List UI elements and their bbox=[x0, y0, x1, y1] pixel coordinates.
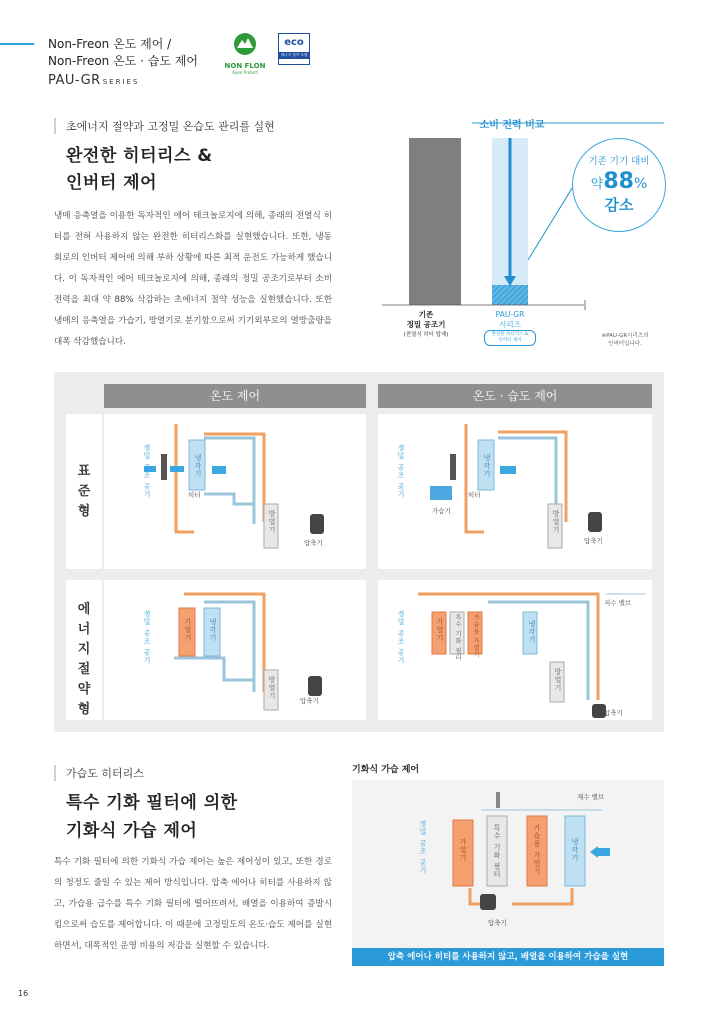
header-line-1: Non-Freon 온도 제어 / bbox=[48, 37, 172, 51]
label-heater: 히터 bbox=[188, 491, 201, 499]
label-precision-ac-5: 정밀 공조 공기 bbox=[419, 820, 427, 875]
label-cooler: 냉각기 bbox=[194, 454, 202, 478]
panel-standard-temp-hum bbox=[378, 414, 652, 569]
label-radiator-3: 방열기 bbox=[268, 676, 276, 700]
label-precision-ac: 정밀 공조 공기 bbox=[143, 444, 151, 499]
eco-logo: eco 에너지 절약 모델 bbox=[278, 33, 310, 65]
label-compressor-4: 압축기 bbox=[604, 709, 623, 717]
page-number: 16 bbox=[18, 989, 29, 998]
nonflon-logo: NON FLON Ajuro Protect bbox=[222, 32, 268, 72]
panel-standard-temp bbox=[104, 414, 366, 569]
bar-label-new: PAU-GR 시리즈 완전한 히터리스 & 인버터 제어 bbox=[482, 310, 538, 346]
section3-paragraph: 특수 기화 필터에 의한 기화식 가습 제어는 높은 제어성이 있고, 또한 경로의 청정도 줄일 수 있는 제어 방식입니다. 압축 에어나 히터를 사용하지 않고, 가습용 급수를 특수 기화 필터에 떨어뜨려서, 배열을 이용하여 증발시킴으로써 습도를 제어합니다. 이 때문에 고정밀도의 온도·습도 제어를 실현하면서, 대폭적인 운영 비용의 저감을 실현할 수 있습니다. bbox=[54, 857, 332, 951]
row-label-standard: 표준형 bbox=[66, 414, 102, 569]
label-water-valve-2: 재수 밸브 bbox=[577, 793, 605, 801]
chart-footnote: ※PAU-GR시리즈의 인버터입니다. bbox=[601, 333, 649, 347]
header-line-2: Non-Freon 온도 · 습도 제어 bbox=[48, 54, 198, 68]
bar-new-pau-gr bbox=[492, 285, 528, 305]
column-header-temp-hum: 온도 · 습도 제어 bbox=[378, 384, 652, 408]
section1-title-1: 완전한 히터리스 & bbox=[66, 146, 213, 166]
label-heater-2: 히터 bbox=[468, 491, 481, 499]
label-precision-ac-3: 정밀 공조 공기 bbox=[143, 610, 151, 665]
label-compressor-5: 압축기 bbox=[488, 919, 507, 927]
label-reheater-2: 가열기 bbox=[436, 618, 444, 642]
label-reheater-3: 가열기 bbox=[459, 838, 467, 862]
reduction-bubble: 기존 기기 대비 약88% 감소 bbox=[572, 138, 666, 232]
row-label-energy: 에너지 절약형 bbox=[66, 580, 102, 720]
label-hum-heater-2: 가습용 가열기 bbox=[533, 824, 541, 876]
bubble-leader bbox=[528, 185, 574, 260]
bar-old-machine bbox=[409, 138, 461, 305]
label-reheater: 가열기 bbox=[184, 618, 192, 642]
section1-paragraph: 냉매 응축열을 이용한 독자적인 에어 테크놀로지에 의해, 종래의 전열식 히터를 전혀 사용하지 않는 완전한 히터리스화를 실현했습니다. 또한, 냉동 회로의 인버터 제어에 의해 부하 상황에 따른 최적 운전도 가능하게 했습니다. 이 독자적인 에어 테크놀로지에 의해, 종래의 정밀 공조기로부터 소비 전력을 최대 약 88% 삭감하는 초에너지 절약 성능을 실현했습니다. 또한 냉매의 응축열을 가습기, 방열기로 분기함으로써 기기외부로의 열방출량을 대폭 삭감했습니다. bbox=[54, 211, 332, 347]
header-accent-line bbox=[0, 43, 34, 45]
label-water-valve: 저수 밸브 bbox=[604, 599, 632, 607]
vaporization-diagram bbox=[352, 780, 664, 948]
series-name: PAU-GR SERIES bbox=[48, 73, 140, 88]
diagram-banner: 압축 에어나 히터를 사용하지 않고, 배열을 이용하여 가습을 실현 bbox=[352, 948, 664, 966]
label-humidifier: 가습기 bbox=[432, 507, 451, 515]
label-cooler-2: 냉각기 bbox=[483, 454, 491, 478]
label-compressor: 압축기 bbox=[304, 539, 323, 547]
label-compressor-3: 압축기 bbox=[300, 697, 319, 705]
section1-title-2: 인버터 제어 bbox=[66, 173, 158, 193]
label-special-filter-2: 특수 기화 필터 bbox=[493, 824, 501, 879]
section3-title-2: 기화식 가습 제어 bbox=[66, 821, 198, 841]
label-cooler-3: 냉각기 bbox=[209, 618, 217, 642]
label-precision-ac-2: 정밀 공조 공기 bbox=[397, 444, 405, 499]
column-header-temp: 온도 제어 bbox=[104, 384, 366, 408]
section3-title-1: 특수 기화 필터에 의한 bbox=[66, 793, 238, 813]
label-hum-heater: 가습용 가열기 bbox=[472, 614, 479, 659]
label-cooler-4: 냉각기 bbox=[528, 620, 536, 644]
section1-kicker: 초에너지 절약과 고정밀 온습도 관리를 실현 bbox=[54, 118, 275, 134]
bar-label-old: 기존 정밀 공조기 (전열식 히터 탑재) bbox=[403, 310, 449, 338]
label-precision-ac-4: 정밀 공조 공기 bbox=[397, 610, 405, 665]
panel-energy-temp-hum bbox=[378, 580, 652, 720]
label-special-filter: 특수 기화 필터 bbox=[454, 614, 461, 662]
section3-kicker: 가습도 히터리스 bbox=[54, 765, 144, 781]
chart-title: 소비 전력 비교 bbox=[479, 120, 545, 131]
label-cooler-5: 냉각기 bbox=[571, 838, 579, 862]
label-radiator-2: 방열기 bbox=[552, 510, 560, 534]
diagram-title: 기화식 가습 제어 bbox=[352, 765, 420, 775]
label-compressor-2: 압축기 bbox=[584, 537, 603, 545]
label-radiator: 방열기 bbox=[268, 510, 276, 534]
label-radiator-4: 방열기 bbox=[554, 668, 562, 692]
panel-energy-temp bbox=[104, 580, 366, 720]
